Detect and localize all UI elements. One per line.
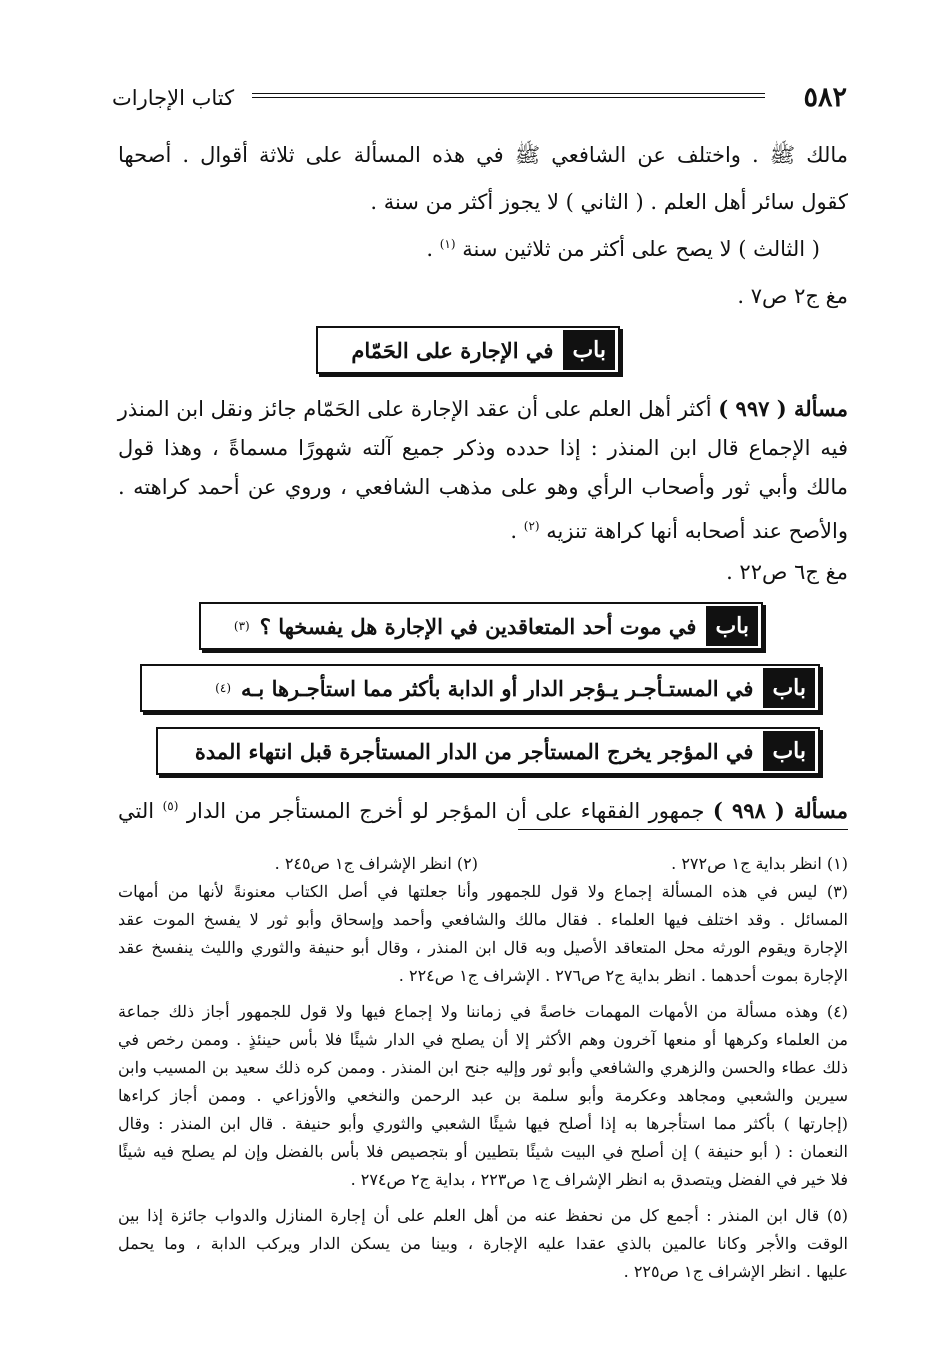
footnote-line: المسائل . وقد اختلف فيها العلماء . فقال مالك والشافعي وأحمد وإسحاق وأبو ثور لا يفسخ الموت عقد (118, 910, 848, 929)
page-header (112, 80, 847, 116)
chapter-heading (316, 326, 620, 374)
body-line: مالك ﷺ . واختلف عن الشافعي ﷺ في هذه المسألة على ثلاثة أقوال . أصحها (118, 143, 848, 167)
masala-number: مسألة ( ٩٩٧ ) (718, 396, 848, 421)
footnote-line: النعمان : ( أبو حنيفة ) إن أصلح في البيت شيئًا بتطيين أو بتجصيص فلا بأس بالفضل وإن لم يصلح فيه شيئًا (118, 1142, 848, 1161)
footnote-rule (518, 829, 848, 830)
body-line-text: ( الثالث ) لا يصح على أكثر من ثلاثين سنة (462, 237, 820, 261)
source-reference: مغ ج٦ ص٢٢ . (726, 560, 848, 584)
masala-text: جمهور الفقهاء على أن المؤجر لو أخرج المستأجر من الدار (186, 799, 705, 823)
footnote-ref: (٢) (523, 519, 540, 533)
footnote-line: عليها . انظر الإشراف ج١ ص٢٢٥ . (623, 1262, 848, 1281)
page-number: ٥٨٢ (803, 82, 847, 113)
footnote-line: ذلك عطاء والحسن والزهري والشافعي وأبو ثور وإليه جنح ابن المنذر . وممن كره ذلك سعيد بن المسيب وابن (118, 1058, 848, 1077)
period: . (426, 237, 434, 261)
footnote-line: من العلماء وكرهها أو منعها آخرون وهم الأكثر إلا أن يصلح في الدار شيئًا فلا بأس حينئذٍ . وممن رخص في (118, 1030, 848, 1049)
masala-line (118, 786, 848, 831)
body-line: كقول سائر أهل العلم . ( الثاني ) لا يجوز أكثر من سنة . (370, 190, 848, 214)
footnote-ref: (٣) (233, 619, 250, 633)
period: . (510, 519, 518, 543)
header-rule (252, 93, 765, 98)
masala-number: مسألة ( ٩٩٨ ) (712, 798, 848, 823)
footnote-ref: (٤) (215, 681, 231, 695)
footnote-line: فلا خير في الفضل ويتصدق به انظر الإشراف ج١ ص٢٢٣ ، بداية ج٢ ص٢٧٤ . (350, 1170, 848, 1189)
footnote-line: الوقت والأجر وكانا عالمين بالذي عقدا عليه الإجارة ، وبينا من يسكن الدار ويركب الدابة ، وما يحمل (118, 1234, 848, 1253)
footnote-line: سيرين والشعبي ومجاهد وعكرمة وأبو سلمة بن عبد الرحمن والنخعي والأوزاعي . وممن أجاز كراءها (118, 1086, 848, 1105)
footnote-line: (٣) ليس في هذه المسألة إجماع ولا قول للجمهور وأنا جعلتها في أصل الكتاب معنونةً لأنها من أمهات (118, 882, 848, 901)
chapter-heading (140, 664, 820, 712)
footnote-line: الإجارة ويقوم الورثه محل المتعاقد الأصيل وبه قال ابن المنذر ، وقال أبو حنيفة والثوري والليث ينفسخ عقد (118, 938, 848, 957)
chapter-title: في المستـأجـر يـؤجر الدار أو الدابة بأكثر مما استأجـرها بـه (241, 675, 754, 701)
masala-text: والأصح عند أصحابه أنها كراهة تنزيه (546, 519, 848, 543)
footnote-line: (٤) وهذه مسألة من الأمهات المهمات خاصةً في زماننا ولا إجماع فيها ولا قول للجمهور أجاز ذلك جماعة (118, 1002, 848, 1021)
footnote-line: (إجارتها ) بأكثر مما استأجرها به إذا أصلح فيها شيئًا الشعبي والثوري وأبو حنيفة . قال ابن المنذر : وقال (118, 1114, 848, 1133)
chapter-title: في المؤجر يخرج المستأجر من الدار المستأجرة قبل انتهاء المدة (194, 738, 754, 764)
footnote: (٢) انظر الإشراف ج١ ص٢٤٥ . (274, 854, 478, 873)
footnote-line: (٥) قال ابن المنذر : أجمع كل من نحفظ عنه من أهل العلم على أن إجارة المنازل والدواب جائزة إذا بين (118, 1206, 849, 1225)
body-line (118, 224, 820, 269)
masala-line: مالك وأبي ثور وأصحاب الرأي وهو على مذهب الشافعي ، وروي عن أحمد كراهته . (118, 475, 848, 499)
masala-text: التي (118, 799, 155, 823)
masala-line (118, 506, 848, 551)
footnote-ref: (١) (439, 237, 456, 251)
footnote-line: الإجارة بموت أحدهما . انظر بداية ج٢ ص٢٧٦ . الإشراف ج١ ص٢٢٤ . (398, 966, 848, 985)
chapter-title: في الإجارة على الحَمّام (351, 337, 554, 363)
book-title: كتاب الإجارات (112, 86, 235, 110)
chapter-label: باب (563, 330, 615, 370)
masala-text: أكثر أهل العلم على أن عقد الإجارة على الحَمّام جائز ونقل ابن المنذر (117, 397, 712, 421)
footnote-ref: (٥) (162, 799, 179, 813)
masala-line (118, 389, 848, 429)
chapter-label: باب (763, 668, 815, 708)
masala-line: فيه الإجماع قال ابن المنذر : إذا حدده وذكر جميع آلته شهورًا مسماةً ، وهذا قول (118, 436, 848, 460)
chapter-label: باب (763, 731, 815, 771)
source-reference: مغ ج٢ ص٧ . (737, 284, 848, 308)
chapter-heading (156, 727, 820, 775)
chapter-title: في موت أحد المتعاقدين في الإجارة هل يفسخها ؟ (259, 613, 697, 639)
footnote: (١) انظر بداية ج١ ص٢٧٢ . (671, 854, 848, 873)
chapter-heading (199, 602, 763, 650)
chapter-label: باب (706, 606, 758, 646)
